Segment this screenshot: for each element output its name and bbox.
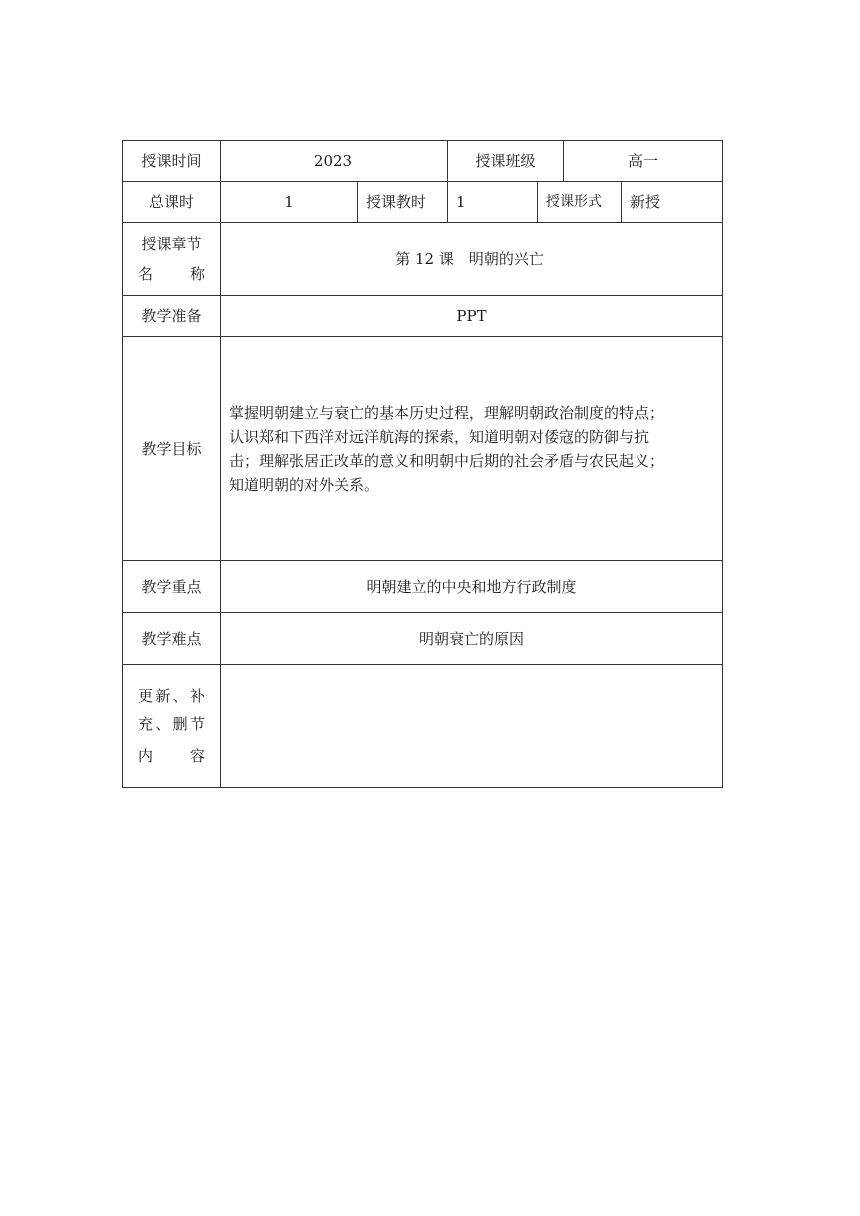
goals-line-4: 知道明朝的对外关系。 — [229, 475, 380, 494]
teaching-hours-value: 1 — [448, 182, 538, 223]
goals-label: 教学目标 — [123, 337, 221, 561]
row-chapter — [123, 223, 723, 296]
chapter-label-line2 — [123, 262, 220, 286]
class-label: 授课班级 — [448, 141, 564, 182]
row-time-class — [123, 141, 723, 182]
lesson-plan-table — [122, 140, 723, 788]
goals-line-2: 认识郑和下西洋对远洋航海的探索，知道明朝对倭寇的防御与抗 — [229, 427, 650, 446]
total-hours-label: 总课时 — [123, 182, 221, 223]
class-value: 高一 — [564, 141, 723, 182]
lesson-plan-sheet — [122, 140, 722, 788]
time-value: 2023 — [221, 141, 448, 182]
goals-line-1: 掌握明朝建立与衰亡的基本历史过程，理解明朝政治制度的特点； — [229, 403, 665, 422]
total-hours-value: 1 — [221, 182, 358, 223]
prep-value: PPT — [221, 296, 723, 337]
key-points-label: 教学重点 — [123, 561, 221, 613]
row-prep — [123, 296, 723, 337]
prep-label: 教学准备 — [123, 296, 221, 337]
updates-label — [123, 665, 221, 788]
updates-label-line2: 充、删节 — [138, 715, 205, 733]
difficulties-value: 明朝衰亡的原因 — [221, 613, 723, 665]
updates-label-line3 — [138, 744, 205, 768]
chapter-label-line1: 授课章节 — [141, 235, 202, 253]
goals-text — [221, 337, 723, 561]
teaching-form-value: 新授 — [622, 182, 723, 223]
updates-label-line1: 更新、补 — [138, 687, 205, 705]
updates-value[interactable] — [221, 665, 723, 788]
chapter-label-char-b: 称 — [189, 265, 205, 283]
chapter-label-char-a: 名 — [138, 265, 154, 283]
time-label: 授课时间 — [123, 141, 221, 182]
key-points-value: 明朝建立的中央和地方行政制度 — [221, 561, 723, 613]
difficulties-label: 教学难点 — [123, 613, 221, 665]
updates-label-char-b: 容 — [189, 747, 205, 765]
row-difficulties — [123, 613, 723, 665]
row-updates — [123, 665, 723, 788]
chapter-value: 第 12 课 明朝的兴亡 — [221, 223, 723, 296]
row-goals — [123, 337, 723, 561]
row-key-points — [123, 561, 723, 613]
updates-label-char-a: 内 — [138, 747, 154, 765]
teaching-hours-label: 授课教时 — [358, 182, 448, 223]
row-hours — [123, 182, 723, 223]
teaching-form-label: 授课形式 — [538, 182, 622, 223]
chapter-label — [123, 223, 221, 296]
goals-line-3: 击；理解张居正改革的意义和明朝中后期的社会矛盾与农民起义； — [229, 451, 665, 470]
